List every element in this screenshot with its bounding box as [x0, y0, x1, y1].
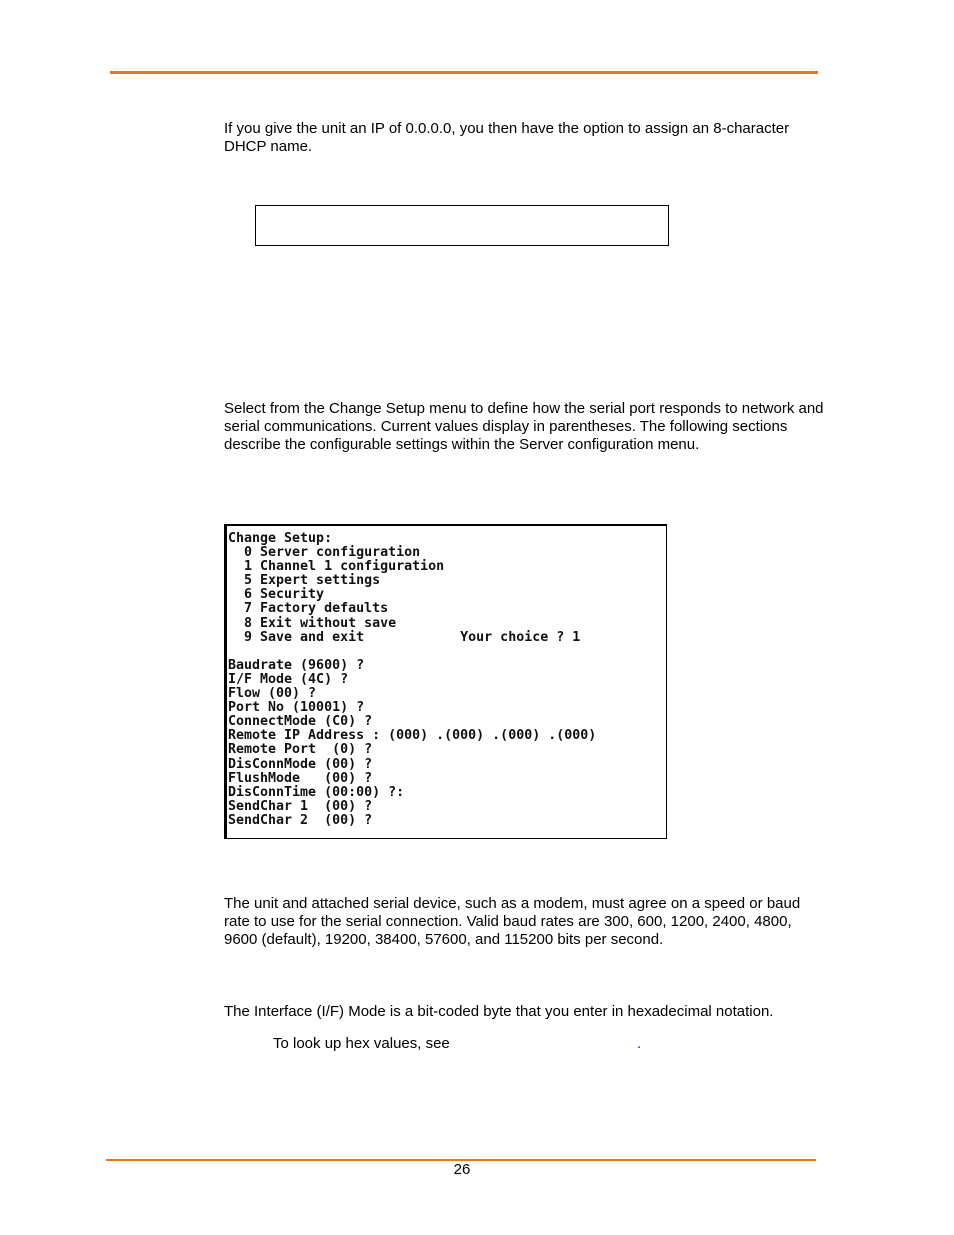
terminal-line: 0 Server configuration — [228, 545, 421, 561]
terminal-line: 8 Exit without save — [228, 615, 397, 631]
terminal-line: FlushMode (00) ? — [228, 770, 373, 786]
terminal-line: SendChar 1 (00) ? — [228, 798, 373, 814]
terminal-text — [228, 532, 596, 828]
dhcp-name-box — [255, 205, 669, 246]
terminal-line: ConnectMode (C0) ? — [228, 714, 373, 730]
terminal-line: Baudrate (9600) ? — [228, 657, 365, 673]
header-rule — [110, 71, 818, 74]
hex-note — [273, 1035, 642, 1053]
if-mode-paragraph: The Interface (I/F) Mode is a bit-coded byte that you enter in hexadecimal notation. — [224, 1003, 774, 1020]
terminal-line: DisConnMode (00) ? — [228, 756, 373, 772]
terminal-line: 5 Expert settings — [228, 573, 381, 589]
page-number: 26 — [453, 1161, 471, 1178]
terminal-line: 1 Channel 1 configuration — [228, 559, 445, 575]
terminal-line: Change Setup: — [228, 531, 333, 546]
hex-note-text: To look up hex values, see — [273, 1035, 450, 1052]
terminal-line: 9 Save and exit Your choice ? 1 — [228, 629, 581, 645]
terminal-line: 6 Security — [228, 587, 325, 603]
dhcp-intro-paragraph: If you give the unit an IP of 0.0.0.0, you then have the option to assign an 8-character DHCP name. — [224, 120, 790, 155]
terminal-line: Port No (10001) ? — [228, 700, 365, 716]
baud-rate-paragraph: The unit and attached serial device, such as a modem, must agree on a speed or baud rate to use for the serial connection. Valid baud rates are 300, 600, 1200, 2400, 4800, 9600 (default), 19200, 38400, 57600, and 115200 bits per second. — [224, 895, 801, 948]
terminal-line: SendChar 2 (00) ? — [228, 812, 373, 828]
terminal-line: DisConnTime (00:00) ?: — [228, 784, 405, 800]
terminal-line: Flow (00) ? — [228, 686, 317, 702]
hex-note-link-period[interactable]: . — [637, 1035, 642, 1052]
select-intro-paragraph: Select from the Change Setup menu to define how the serial port responds to network and serial communications. Current values display in parentheses. The following sections describe the configurable settings within the Server configuration menu. — [224, 400, 824, 453]
terminal-line: Remote IP Address : (000) .(000) .(000) .(000) — [228, 728, 597, 744]
terminal-screenshot — [224, 524, 667, 839]
terminal-line: 7 Factory defaults — [228, 601, 389, 617]
terminal-line: I/F Mode (4C) ? — [228, 671, 349, 687]
terminal-line: Remote Port (0) ? — [228, 742, 373, 758]
